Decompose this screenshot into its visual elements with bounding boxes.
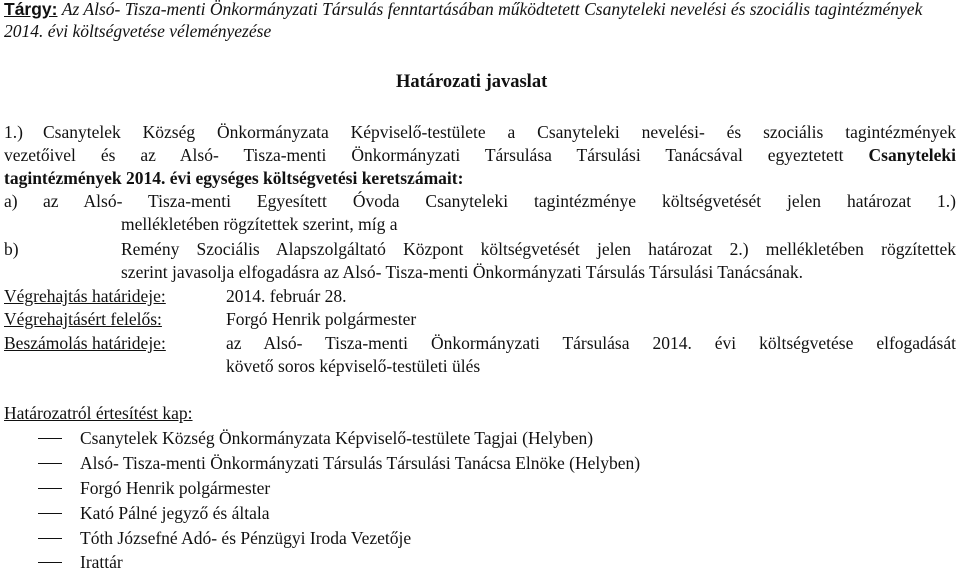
dash-icon: [38, 562, 62, 563]
responsible-value: Forgó Henrik polgármester: [226, 309, 417, 329]
subject-line: [4, 0, 922, 20]
dash-icon: [38, 488, 62, 489]
deadline-value: 2014. február 28.: [226, 286, 347, 306]
document-heading: Határozati javaslat: [396, 72, 548, 92]
resolution-line2-plain: vezetőivel és az Alsó- Tisza-menti Önkormányzati Társulása Társulási Tanácsával egyeztetett: [4, 145, 844, 165]
notify-item: Forgó Henrik polgármester: [80, 478, 271, 498]
resolution-line3: tagintézmények 2014. évi egységes költségvetési keretszámait:: [4, 168, 464, 188]
item-b-label: b): [4, 239, 19, 259]
item-b-line1: Remény Szociális Alapszolgáltató Központ költségvetését jelen határozat 2.) mellékletében rögzítettek: [121, 239, 956, 259]
notify-item: Irattár: [80, 552, 123, 572]
item-a-line2: mellékletében rögzítettek szerint, míg a: [121, 214, 398, 234]
item-a-line1: az Alsó- Tisza-menti Egyesített Óvoda Csanyteleki tagintézménye költségvetését jelen határozat 1.): [43, 191, 956, 211]
report-value-line2: követő soros képviselő-testületi ülés: [226, 356, 481, 376]
dash-icon: [38, 513, 62, 514]
subject-title-line1: Az Alsó- Tisza-menti Önkormányzati Társulás fenntartásában működtetett Csanyteleki nevelési és szociális tagintézmények: [61, 0, 923, 19]
item-a-label: a): [4, 191, 18, 211]
report-label: Beszámolás határideje:: [4, 333, 166, 353]
resolution-line2: [4, 144, 956, 166]
notify-item: Csanytelek Község Önkormányzata Képviselő-testülete Tagjai (Helyben): [80, 428, 594, 448]
notify-item: Tóth Józsefné Adó- és Pénzügyi Iroda Vezetője: [80, 528, 412, 548]
deadline-label: Végrehajtás határideje:: [4, 286, 166, 306]
item-b-line2: szerint javasolja elfogadásra az Alsó- Tisza-menti Önkormányzati Társulás Társulási Tanácsának.: [121, 262, 804, 282]
resolution-line1: Csanytelek Község Önkormányzata Képviselő-testülete a Csanyteleki nevelési- és szociális tagintézmények: [43, 122, 956, 142]
dash-icon: [38, 538, 62, 539]
dash-icon: [38, 463, 62, 464]
resolution-line2-bold: Csanyteleki: [868, 145, 957, 165]
notify-item: Kató Pálné jegyző és általa: [80, 503, 270, 523]
subject-title-line2: 2014. évi költségvetése véleményezése: [4, 21, 272, 41]
notify-label: Határozatról értesítést kap:: [4, 403, 193, 423]
responsible-label: Végrehajtásért felelős:: [4, 309, 162, 329]
dash-icon: [38, 438, 62, 439]
subject-label: Tárgy:: [4, 0, 58, 19]
resolution-number: 1.): [4, 122, 23, 142]
report-value-line1: az Alsó- Tisza-menti Önkormányzati Társulása 2014. évi költségvetése elfogadását: [226, 333, 956, 353]
notify-item: Alsó- Tisza-menti Önkormányzati Társulás Társulási Tanácsa Elnöke (Helyben): [80, 453, 641, 473]
